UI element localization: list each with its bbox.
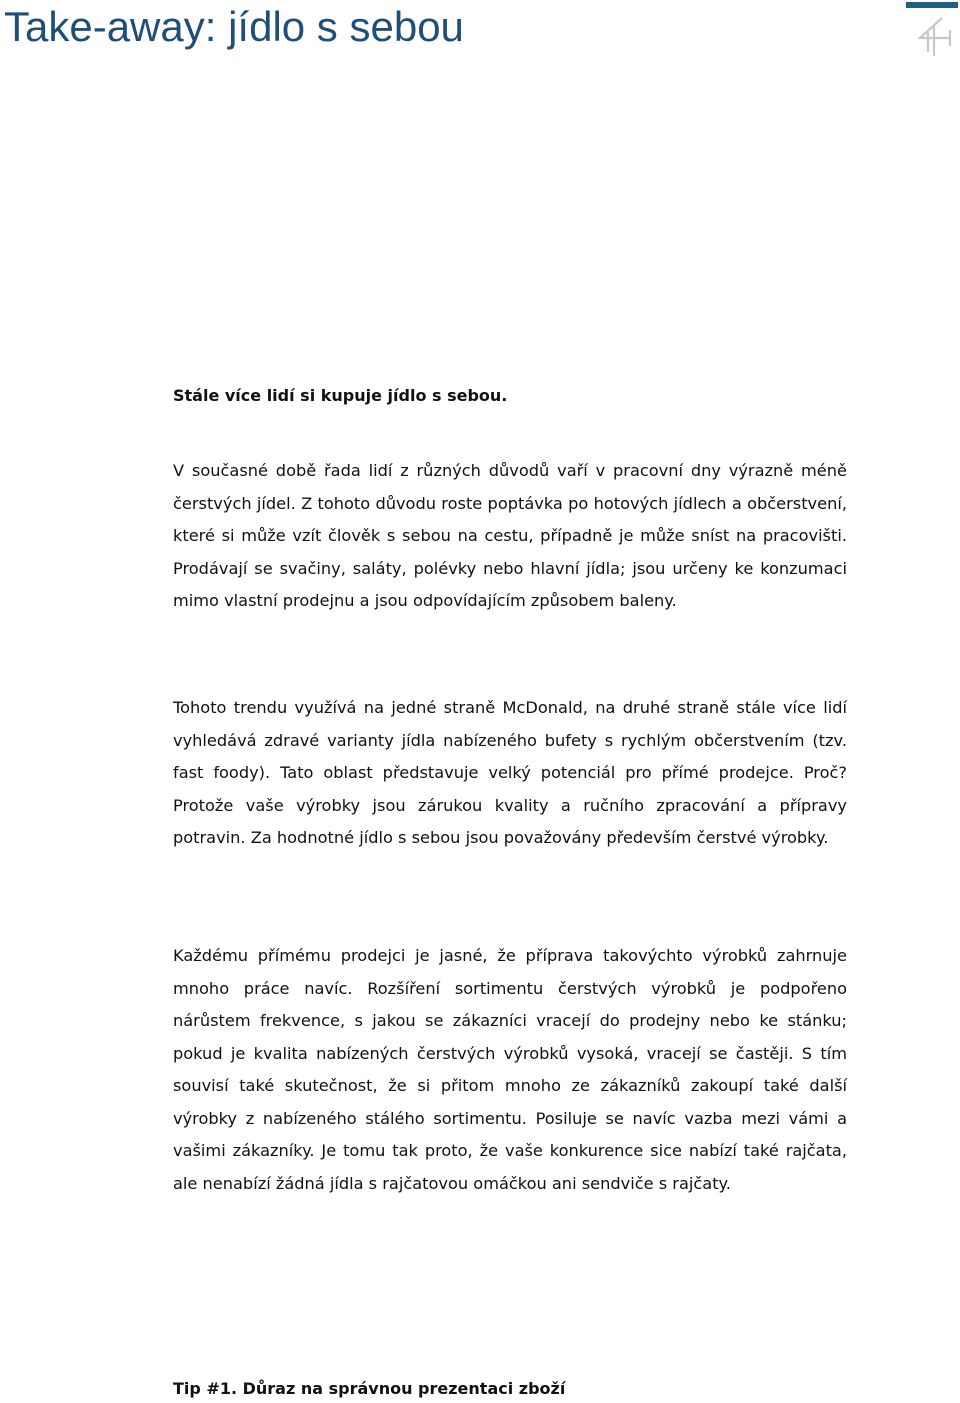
page-title: Take-away: jídlo s sebou (4, 3, 464, 50)
paragraph-3: Každému přímému prodejci je jasné, že příprava takovýchto výrobků zahrnuje mnoho práce navíc. Rozšíření sortimentu čerstvých výrobků je podpořeno nárůstem frekvence, s jakou se zákazníci vracejí do prodejny nebo ke stánku; pokud je kvalita nabízených čerstvých výrobků vysoká, vracejí se častěji. S tím souvisí také skutečnost, že si přitom mnoho ze zákazníků zakoupí také další výrobky z nabízeného stálého sortimentu. Posiluje se navíc vazba mezi vámi a vašimi zákazníky. Je tomu tak proto, že vaše konkurence sice nabízí také rajčata, ale nenabízí žádná jídla s rajčatovou omáčkou ani sendviče s rajčaty. (173, 946, 847, 1193)
paragraph-1: V současné době řada lidí z různých důvodů vaří v pracovní dny výrazně méně čerstvých jídel. Z tohoto důvodu roste poptávka po hotových jídlech a občerstvení, které si může vzít člověk s sebou na cestu, případně je může sníst na pracovišti. Prodávají se svačiny, saláty, polévky nebo hlavní jídla; jsou určeny ke konzumaci mimo vlastní prodejnu a jsou odpovídajícím způsobem baleny. (173, 461, 847, 610)
brand-logo-icon (904, 0, 960, 64)
tip-heading: Tip #1. Důraz na správnou prezentaci zboží (173, 1379, 566, 1398)
logo-bar (906, 2, 958, 8)
paragraph-2: Tohoto trendu využívá na jedné straně McDonald, na druhé straně stále více lidí vyhledává zdravé varianty jídla nabízeného bufety s rychlým občerstvením (tzv. fast foody). Tato oblast představuje velký potenciál pro přímé prodejce. Proč? Protože vaše výrobky jsou zárukou kvality a ručního zpracování a přípravy potravin. Za hodnotné jídlo s sebou jsou považovány především čerstvé výrobky. (173, 698, 847, 847)
lead-paragraph: Stále více lidí si kupuje jídlo s sebou. (173, 386, 508, 405)
logo-mark (920, 18, 950, 56)
